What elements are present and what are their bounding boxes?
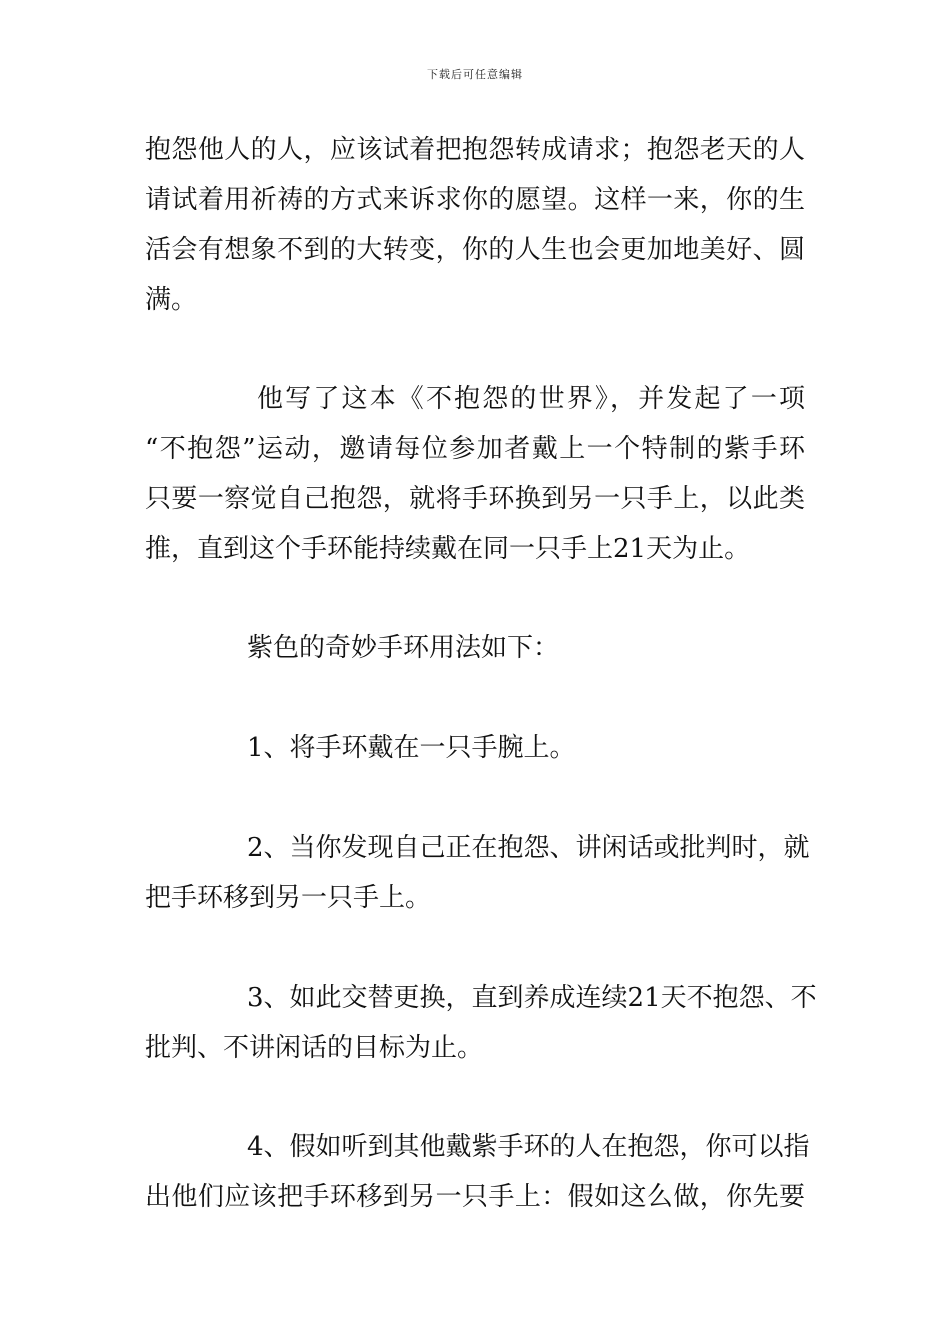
paragraph-line: 请试着用祈祷的方式来诉求你的愿望。这样一来，你的生 — [145, 185, 805, 215]
list-item-continuation: 批判、不讲闲话的目标为止。 — [145, 1033, 484, 1063]
list-item-continuation: 把手环移到另一只手上。 — [145, 883, 432, 913]
paragraph-line: 推，直到这个手环能持续戴在同一只手上21天为止。 — [145, 534, 751, 564]
list-item-continuation: 出他们应该把手环移到另一只手上：假如这么做，你先要 — [145, 1182, 805, 1212]
page-header: 下载后可任意编辑 — [427, 68, 523, 81]
list-item: 1、将手环戴在一只手腕上。 — [247, 733, 576, 763]
list-item: 2、当你发现自己正在抱怨、讲闲话或批判时，就 — [247, 833, 810, 863]
paragraph-line: 活会有想象不到的大转变，你的人生也会更加地美好、圆 — [145, 235, 805, 265]
list-item: 4、假如听到其他戴紫手环的人在抱怨，你可以指 — [247, 1132, 810, 1162]
list-item: 3、如此交替更换，直到养成连续21天不抱怨、不 — [247, 983, 817, 1013]
paragraph-line: “不抱怨”运动，邀请每位参加者戴上一个特制的紫手环 — [145, 434, 805, 464]
paragraph-line: 只要一察觉自己抱怨，就将手环换到另一只手上，以此类 — [145, 484, 805, 514]
paragraph-line: 抱怨他人的人，应该试着把抱怨转成请求；抱怨老天的人 — [145, 135, 805, 165]
paragraph-line: 紫色的奇妙手环用法如下： — [247, 633, 560, 663]
paragraph-line: 满。 — [145, 285, 198, 315]
paragraph-line: 他写了这本《不抱怨的世界》，并发起了一项 — [257, 384, 805, 414]
